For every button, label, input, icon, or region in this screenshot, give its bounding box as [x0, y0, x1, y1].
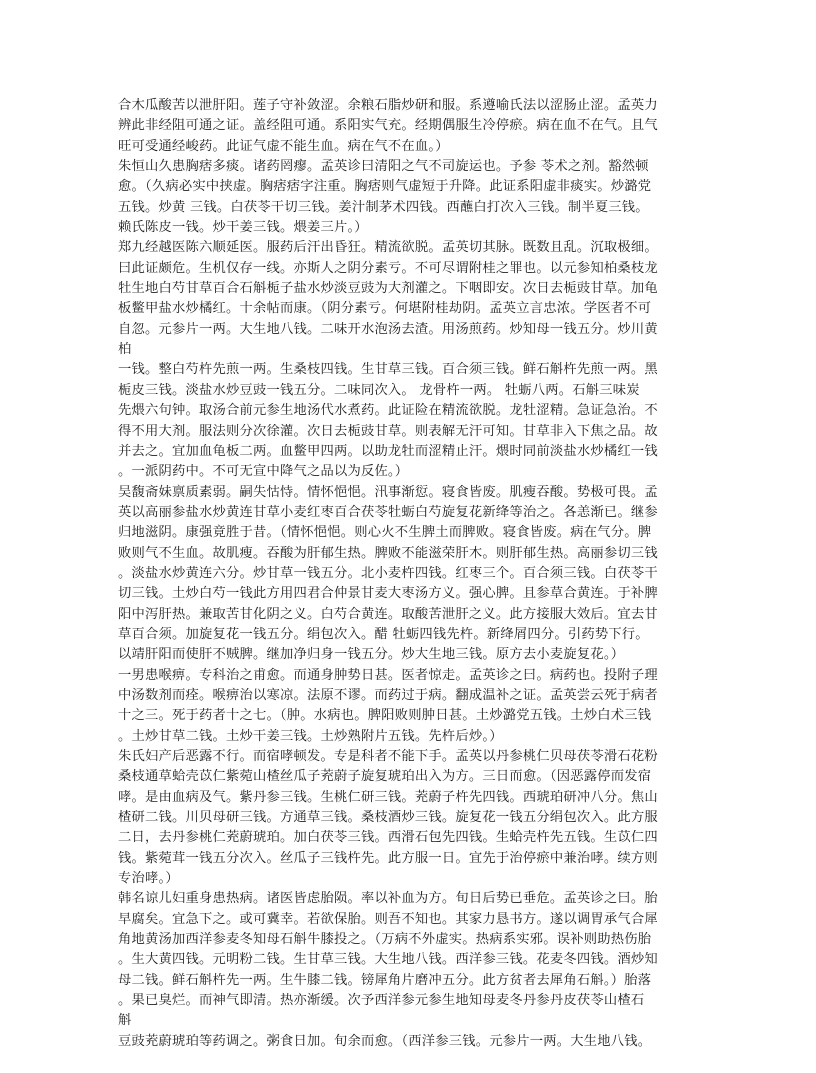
text-line: 辨此非经阻可通之证。盖经阻可通。系阳实气充。经期偶服生冷停瘀。病在血不在气。且气	[118, 118, 658, 134]
text-line: 十之三。死于药者十之七。（肿。水病也。脾阳败则肿日甚。土炒潞党五钱。土炒白术三钱	[118, 708, 652, 724]
text-line: 。一派阴药中。不可无宣中降气之品以为反佐。）	[118, 464, 409, 480]
text-line: 切三钱。土炒白芍一钱此方用四君合仲景甘麦大枣汤方义。强心脾。且参草合黄连。于补脾	[118, 586, 658, 602]
text-line: 牡生地白芍甘草百合石斛栀子盐水炒淡豆豉为大剂灌之。下咽即安。次日去栀豉甘草。加龟	[118, 281, 658, 297]
text-line: 曰此证颇危。生机仅存一线。亦斯人之阴分素亏。不可尽谓附桂之罪也。以元参知柏桑枝龙	[118, 260, 658, 276]
text-line: 以靖肝阳而使肝不贼脾。继加净归身一钱五分。炒大生地三钱。原方去小麦旋复花。）	[118, 647, 625, 663]
text-line: 英以高丽参盐水炒黄连甘草小麦红枣百合茯苓牡蛎白芍旋复花新绛等治之。各恙渐已。继参	[118, 504, 658, 520]
text-line: 愈。（久病必实中挟虚。胸痞痞字注重。胸痞则气虚短于升降。此证系阳虚非痰实。炒潞党	[118, 179, 652, 195]
document-page	[118, 96, 688, 1073]
text-line: 朱恒山久患胸痞多痰。诸药罔瘳。孟英诊曰清阳之气不司旋运也。予参 苓术之剂。豁然顿	[118, 159, 649, 175]
text-line: 中汤数剂而痊。喉痹治以寒凉。法原不谬。而药过于病。翻成温补之证。孟英尝云死于病者	[118, 687, 658, 703]
text-line: 郑九经越医陈六顺延医。服药后汗出昏狂。精流欲脱。孟英切其脉。既数且乱。沉取极细。	[118, 240, 658, 256]
text-line: 斛	[118, 1013, 132, 1029]
text-line: 早腐矣。宜急下之。或可冀幸。若欲保胎。则吾不知也。其家力恳书方。遂以调胃承气合犀	[118, 911, 658, 927]
text-line: 败则气不生血。故肌瘦。吞酸为肝郁生热。脾败不能滋荣肝木。则肝郁生热。高丽参切三钱	[118, 545, 658, 561]
text-line: 柏	[118, 342, 132, 358]
text-line: 母二钱。鲜石斛杵先一两。生牛膝二钱。镑犀角片磨冲五分。此方贫者去犀角石斛。）胎落	[118, 972, 652, 988]
text-line: 阳中泻肝热。兼取苦甘化阴之义。白芍合黄连。取酸苦泄肝之义。此方接服大效后。宜去甘	[118, 606, 658, 622]
text-line: 韩名谅儿妇重身患热病。诸医皆虑胎陨。率以补血为方。旬日后势已垂危。孟英诊之曰。胎	[118, 891, 658, 907]
text-line: 先煨六句钟。取汤合前元参生地汤代水煮药。此证险在精流欲脱。龙牡涩精。急证急治。不	[118, 403, 658, 419]
text-line: 。生大黄四钱。元明粉二钱。生甘草三钱。大生地八钱。西洋参三钱。花麦冬四钱。酒炒知	[118, 952, 658, 968]
text-line: 一男患喉痹。专科治之甫愈。而通身肿势日甚。医者惊走。孟英诊之曰。病药也。投附子理	[118, 667, 658, 683]
text-line: 板鳖甲盐水炒橘红。十余帖而康。（阴分素亏。何堪附桂劫阴。孟英立言忠浓。学医者不可	[118, 301, 652, 317]
text-line: 赖氏陈皮一钱。炒干姜三钱。煨姜三片。）	[118, 220, 368, 236]
text-line: 哮。是由血病及气。紫丹参三钱。生桃仁研三钱。茺蔚子杵先四钱。西琥珀研冲八分。焦山	[118, 789, 658, 805]
text-line: 钱。紫菀茸一钱五分次入。丝瓜子三钱杵先。此方服一日。宜先于治停瘀中兼治哮。续方则	[118, 850, 658, 866]
text-line: 栀皮三钱。淡盐水炒豆豉一钱五分。二味同次入。 龙骨杵一两。 牡蛎八两。石斛三味炭	[118, 382, 640, 398]
text-line: 。淡盐水炒黄连六分。炒甘草一钱五分。北小麦杵四钱。红枣三个。百合须三钱。白茯苓干	[118, 565, 658, 581]
text-line: 五钱。炒黄 三钱。白茯苓干切三钱。姜汁制茅术四钱。西蘸白打次入三钱。制半夏三钱。	[118, 199, 649, 215]
text-line: 朱氏妇产后恶露不行。而宿哮顿发。专是科者不能下手。孟英以丹参桃仁贝母茯苓滑石花粉	[118, 749, 658, 764]
text-line: 合木瓜酸苦以泄肝阳。莲子守补敛涩。余粮石脂炒研和服。系遵喻氏法以涩肠止涩。孟英力	[118, 98, 658, 113]
text-line: 吴馥斋妹禀质素弱。嗣失怙恃。情怀悒悒。汛事渐愆。寝食皆废。肌瘦吞酸。势极可畏。孟	[118, 484, 658, 500]
text-line: 旺可受通经峻药。此证气虚不能生血。病在气不在血。）	[118, 138, 449, 154]
text-line: 。果已臭烂。而神气即清。热亦渐缓。次予西洋参元参生地知母麦冬丹参丹皮茯苓山楂石	[118, 993, 645, 1009]
text-line: 豆豉茺蔚琥珀等药调之。粥食日加。旬余而愈。（西洋参三钱。元参片一两。大生地八钱。	[118, 1033, 652, 1049]
text-line: 得不用大剂。服法则分次徐灌。次日去栀豉甘草。则表解无汗可知。甘草非入下焦之品。故	[118, 423, 658, 439]
text-line: 自忽。元参片一两。大生地八钱。二味开水泡汤去渣。用汤煎药。炒知母一钱五分。炒川黄	[118, 321, 658, 337]
text-line: 草百合须。加旋复花一钱五分。绢包次入。醋 牡蛎四钱先杵。新绛屑四分。引药势下行。	[118, 626, 649, 642]
text-line: 。土炒甘草二钱。土炒干姜三钱。土炒熟附片五钱。先杵后炒。）	[118, 728, 503, 744]
text-line: 二日，去丹参桃仁茺蔚琥珀。加白茯苓三钱。西滑石包先四钱。生蛤壳杵先五钱。生苡仁四	[118, 830, 658, 846]
text-line: 角地黄汤加西洋参麦冬知母石斛牛膝投之。（万病不外虚实。热病系实邪。误补则助热伤胎	[118, 932, 652, 948]
text-line: 专治哮。）	[118, 871, 179, 887]
text-line: 归地滋阴。康强竟胜于昔。（情怀悒悒。则心火不生脾土而脾败。寝食皆废。病在气分。脾	[118, 525, 652, 541]
text-line: 楂研二钱。川贝母研三钱。方通草三钱。桑枝酒炒三钱。旋复花一钱五分绢包次入。此方服	[118, 810, 658, 826]
text-line: 并去之。宜加血龟板二两。血鳖甲四两。以助龙牡而涩精止汗。煨时同前淡盐水炒橘红一钱	[118, 443, 658, 459]
text-line: 一钱。整白芍杵先煎一两。生桑枝四钱。生甘草三钱。百合须三钱。鲜石斛杵先煎一两。黑	[118, 362, 658, 378]
text-line	[118, 1052, 688, 1072]
text-line: 桑枝通草蛤壳苡仁紫菀山楂丝瓜子茺蔚子旋复琥珀出入为方。三日而愈。（因恶露停而发宿	[118, 769, 652, 785]
